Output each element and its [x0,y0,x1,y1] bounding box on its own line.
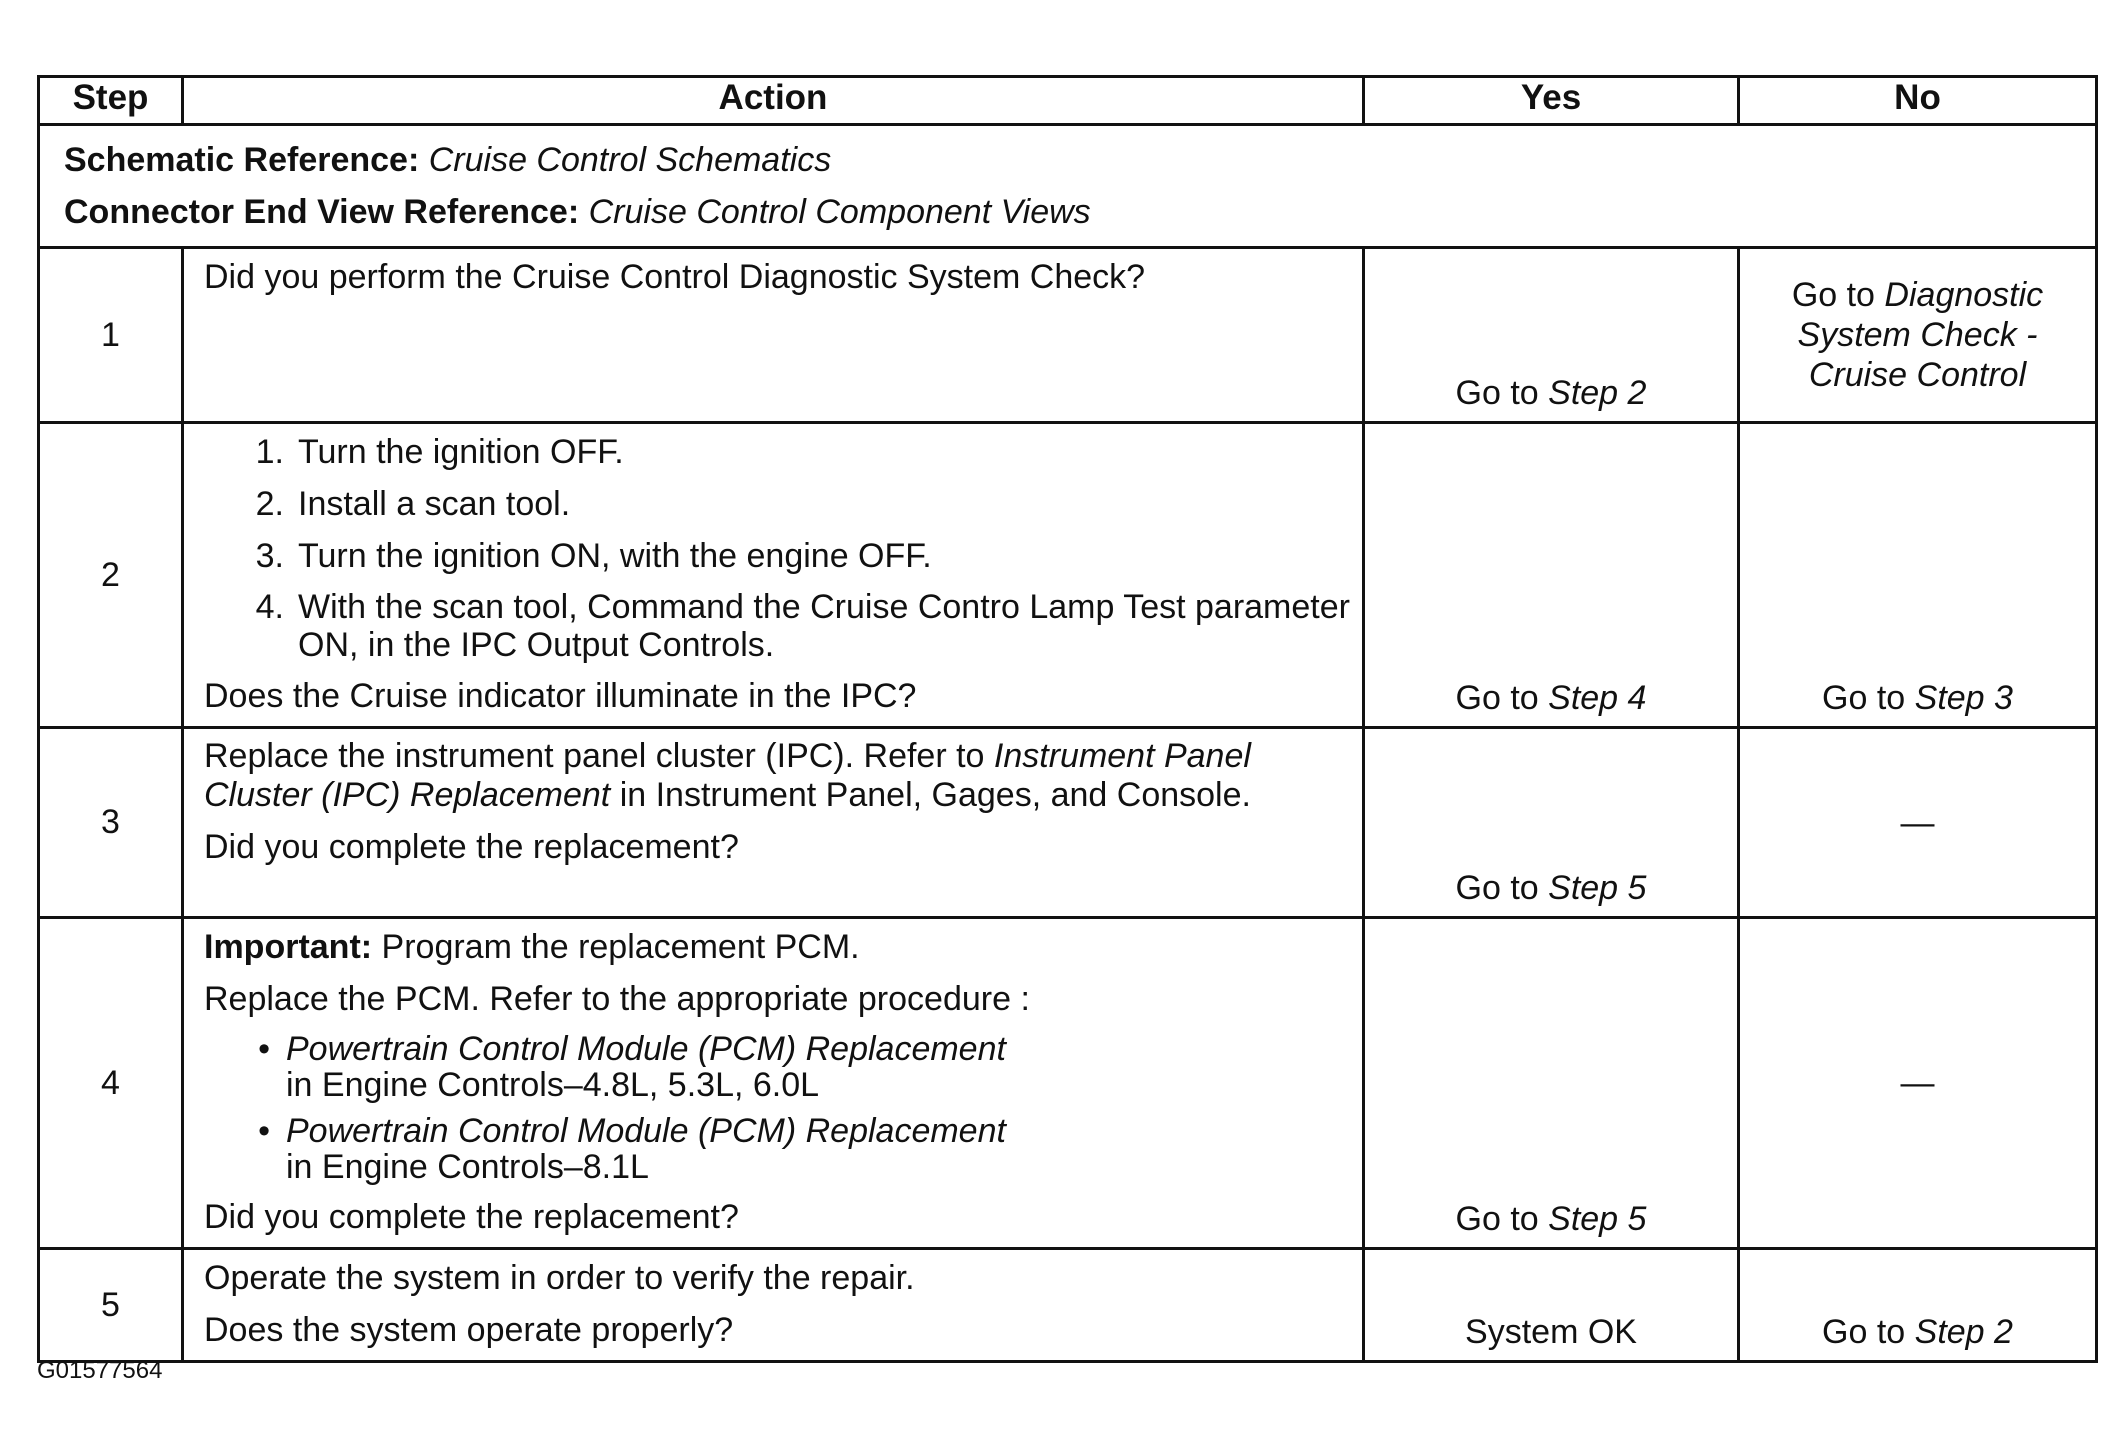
no-cell [1739,728,2097,918]
step-number: 3 [39,728,183,918]
figure-id: G01577564 [37,1357,163,1384]
reference-cell [39,125,2097,248]
step-question: Did you complete the replacement? [204,828,739,866]
diagnostic-table [37,75,2098,1363]
step-number: 4 [39,918,183,1249]
header-row [39,77,2097,125]
step-question: Does the Cruise indicator illuminate in the IPC? [204,677,917,715]
list-item: • Powertrain Control Module (PCM) Replacement in Engine Controls–4.8L, 5.3L, 6.0L [204,1031,1352,1103]
step-number: 2 [39,423,183,728]
no-cell [1739,918,2097,1249]
step-row-3 [39,728,2097,918]
step-question: Did you perform the Cruise Control Diagnostic System Check? [204,258,1146,296]
no-cell [1739,1249,2097,1362]
list-item: • Powertrain Control Module (PCM) Replacement in Engine Controls–8.1L [204,1113,1352,1185]
schematic-reference-link[interactable]: Cruise Control Schematics [428,141,832,179]
yes-answer: Go to Step 5 [1455,869,1647,907]
no-answer: — [1900,1064,1935,1102]
no-answer: Go to Step 2 [1822,1313,2013,1351]
step-instruction: Replace the PCM. Refer to the appropriate procedure : [204,980,1030,1018]
connector-reference-link[interactable]: Cruise Control Component Views [588,193,1091,231]
step-link[interactable]: Step 3 [1914,679,2013,717]
yes-cell [1364,728,1739,918]
no-cell [1739,423,2097,728]
list-item: 2. Install a scan tool. [255,485,571,523]
step-row-2 [39,423,2097,728]
no-answer: Go to Step 3 [1822,679,2013,717]
step-action [183,248,1364,423]
list-item: 4. With the scan tool, Command the Cruise Contro Lamp Test parameter ON, in the IPC Output Controls. [255,588,1350,664]
diagnostic-link-line2[interactable]: System Check - [1797,316,2038,354]
important-label: Important: [204,928,373,966]
yes-cell [1364,918,1739,1249]
step-link[interactable]: Step 5 [1548,869,1647,907]
bullet-icon: • [258,1112,270,1150]
diagnostic-link[interactable]: Diagnostic [1884,276,2044,314]
step-question: Does the system operate properly? [204,1311,734,1349]
header-no: No [1739,77,2097,125]
bullet-icon: • [258,1030,270,1068]
procedure-link[interactable]: Instrument Panel Cluster (IPC) Replacement [204,737,1251,814]
step-instruction: Operate the system in order to verify the repair. [204,1259,915,1297]
header-yes: Yes [1364,77,1739,125]
no-answer: Go to Diagnostic System Check - Cruise Control [1740,275,2095,395]
step-row-1 [39,248,2097,423]
schematic-reference-label: Schematic Reference: [64,141,420,179]
procedure-link[interactable]: Powertrain Control Module (PCM) Replacement [286,1030,1006,1068]
step-link[interactable]: Step 5 [1548,1200,1647,1238]
step-row-4 [39,918,2097,1249]
instruction-list [204,432,1352,664]
list-item: 1. Turn the ignition OFF. [255,433,624,471]
connector-reference [64,186,2095,238]
step-question: Did you complete the replacement? [204,1198,739,1236]
no-cell [1739,248,2097,423]
diagnostic-link-line3[interactable]: Cruise Control [1808,356,2027,394]
step-link[interactable]: Step 4 [1548,679,1647,717]
step-row-5 [39,1249,2097,1362]
procedure-link[interactable]: Powertrain Control Module (PCM) Replacement [286,1112,1006,1150]
yes-answer: Go to Step 5 [1455,1200,1647,1238]
step-action [183,728,1364,918]
important-note: Important: Program the replacement PCM. [204,928,860,966]
step-action [183,1249,1364,1362]
step-action [183,918,1364,1249]
step-number: 1 [39,248,183,423]
procedure-list [204,1031,1352,1185]
yes-cell [1364,248,1739,423]
yes-cell [1364,1249,1739,1362]
yes-answer: Go to Step 2 [1455,374,1647,412]
schematic-reference [64,134,2095,186]
reference-row [39,125,2097,248]
step-number: 5 [39,1249,183,1362]
header-action: Action [183,77,1364,125]
header-step: Step [39,77,183,125]
yes-cell [1364,423,1739,728]
list-item: 3. Turn the ignition ON, with the engine OFF. [255,537,932,575]
yes-answer: Go to Step 4 [1455,679,1647,717]
step-link[interactable]: Step 2 [1914,1313,2013,1351]
no-answer: — [1900,803,1935,842]
yes-answer: System OK [1465,1313,1637,1351]
connector-reference-label: Connector End View Reference: [64,193,580,231]
step-action [183,423,1364,728]
step-link[interactable]: Step 2 [1548,374,1647,412]
step-instruction: Replace the instrument panel cluster (IPC). Refer to Instrument Panel Cluster (IPC) Replacement in Instrument Panel, Gages, and Console. [204,737,1251,814]
